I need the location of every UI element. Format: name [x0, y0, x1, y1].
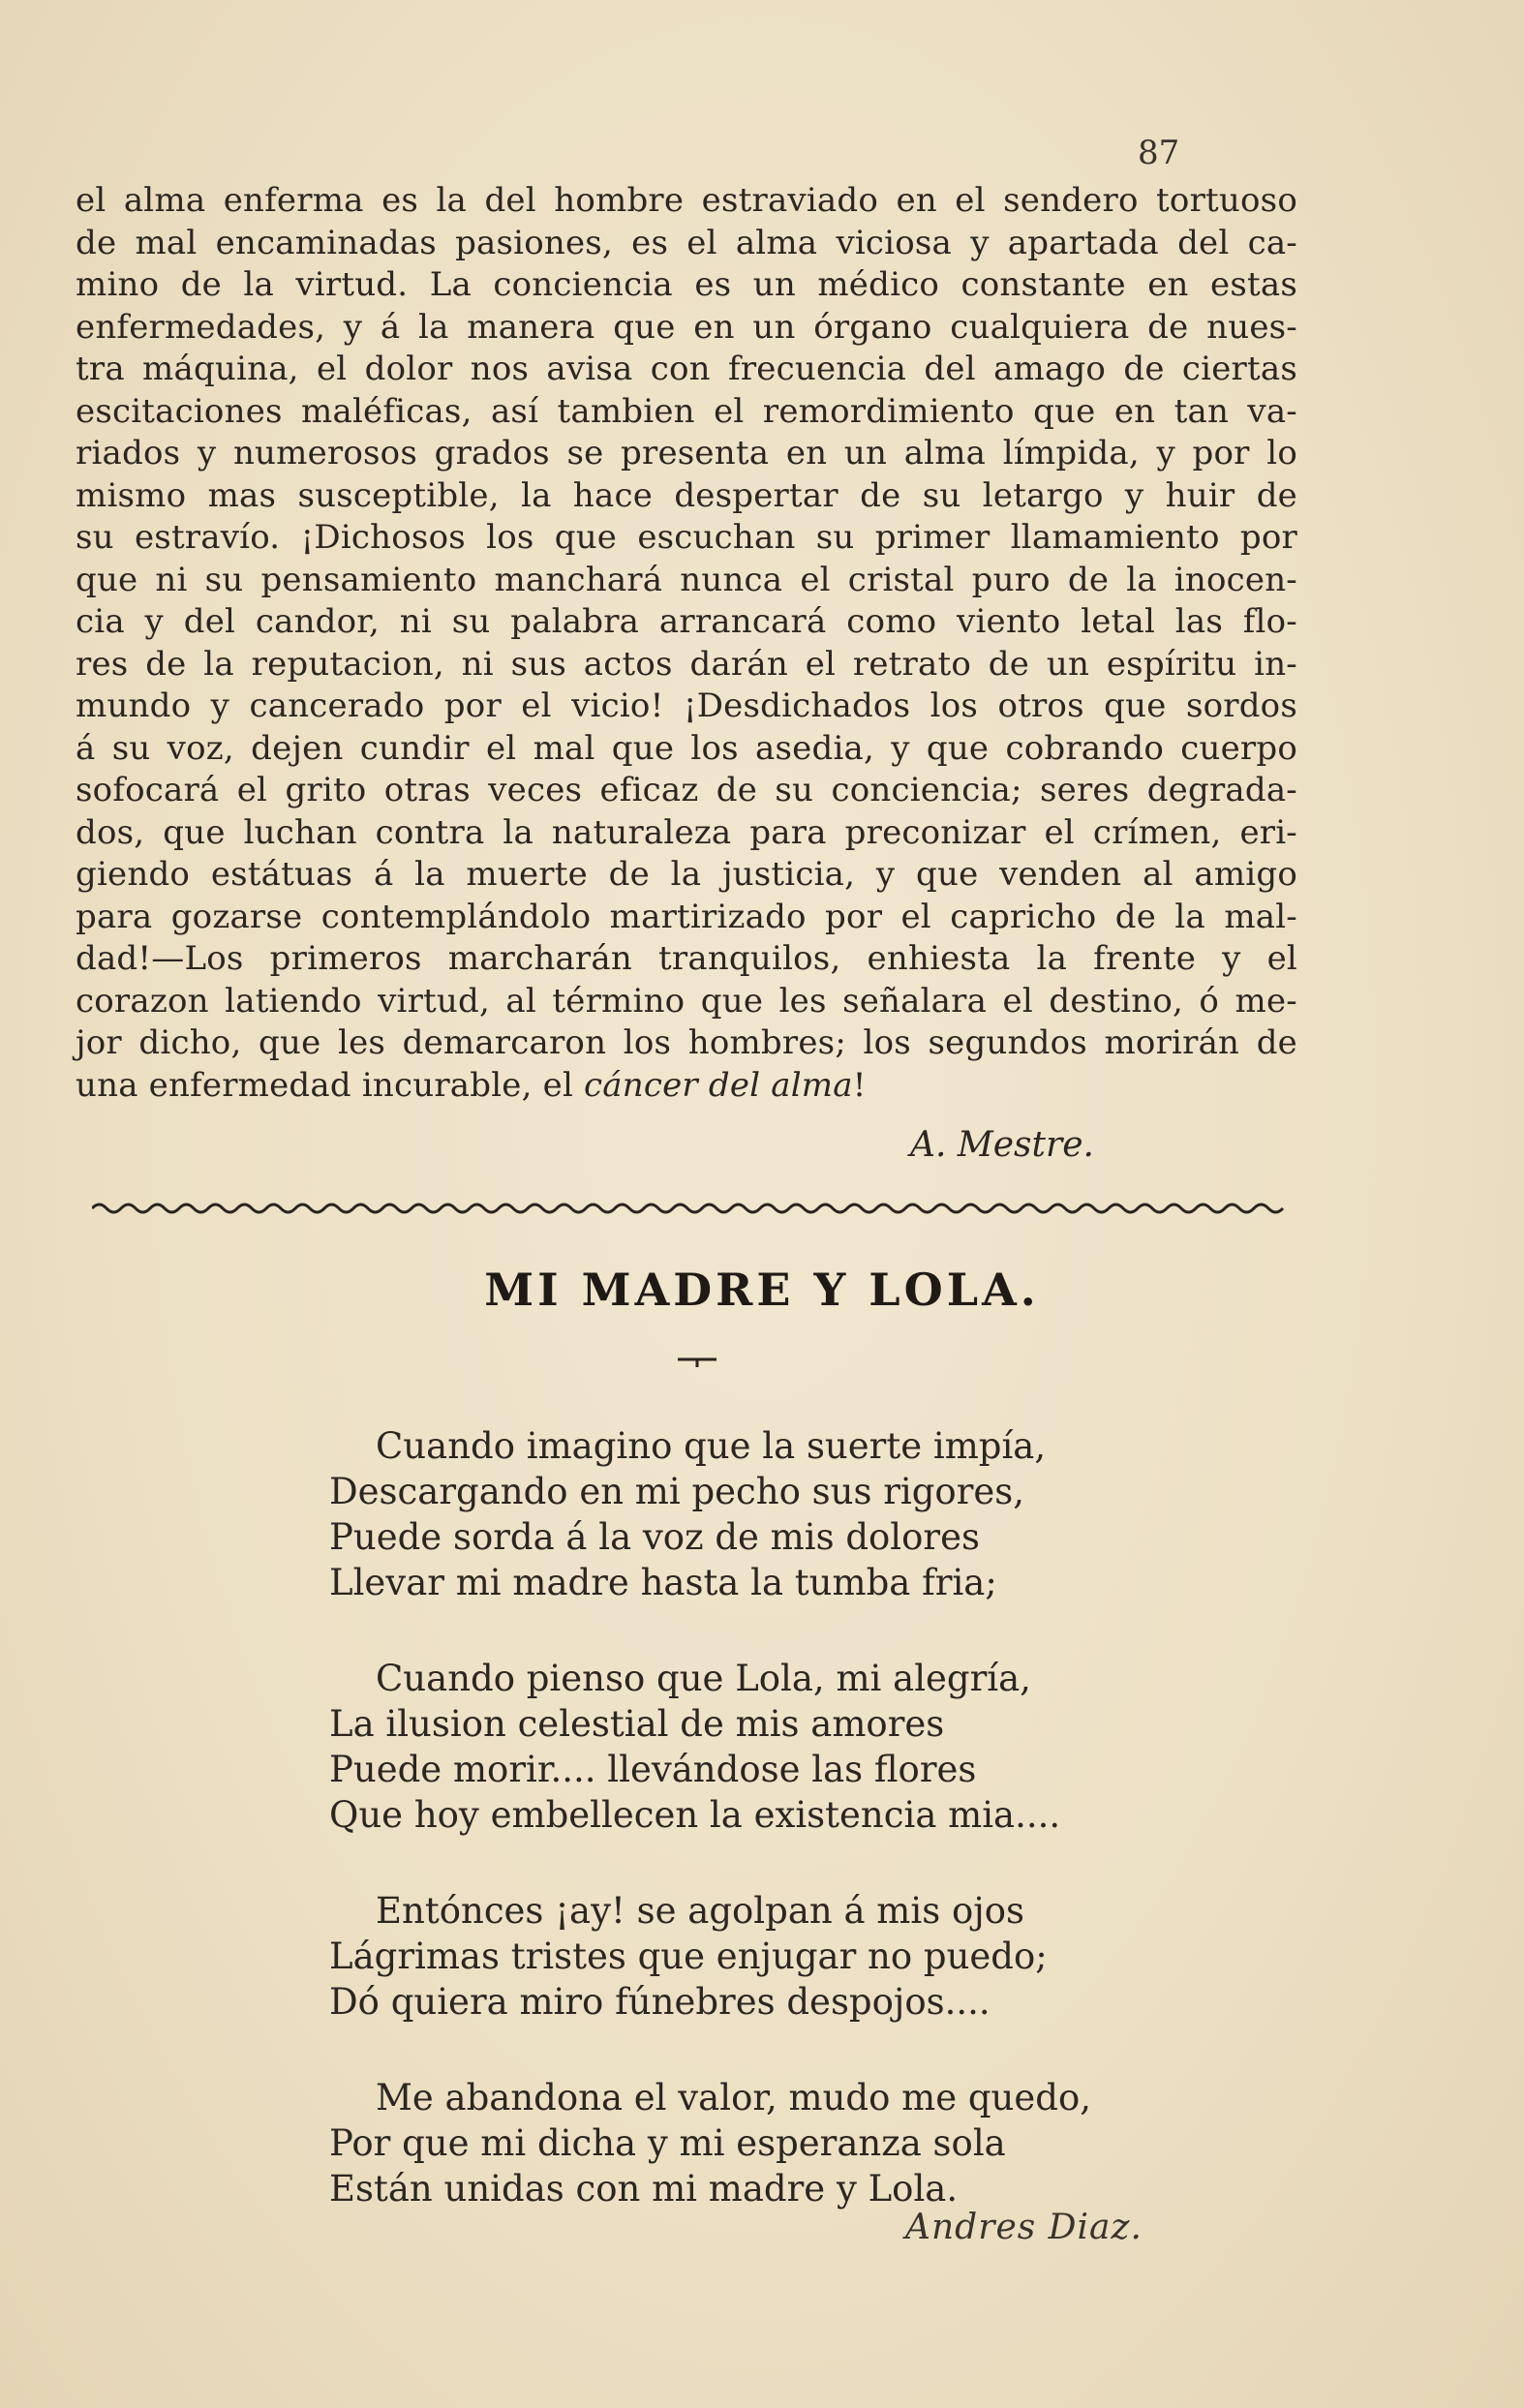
poem-body: [329, 1423, 1201, 2262]
prose-line: el alma enferma es la del hombre estraviado en el sendero tortuoso: [76, 181, 1297, 220]
prose-line: tra máquina, el dolor nos avisa con frecuencia del amago de ciertas: [76, 350, 1297, 388]
essay-text: [76, 180, 1297, 1107]
prose-line: mundo y cancerado por el vicio! ¡Desdichados los otros que sordos: [76, 686, 1297, 725]
prose-line: corazon latiendo virtud, al término que les señalara el destino, ó me-: [76, 981, 1297, 1021]
stanza: [329, 2075, 1201, 2211]
prose-line: cia y del candor, ni su palabra arrancará como viento letal las flo-: [76, 602, 1297, 641]
verse-line: Descargando en mi pecho sus rigores,: [329, 1471, 1025, 1512]
verse-line: Puede morir.... llevándose las flores: [329, 1749, 977, 1790]
prose-line: que ni su pensamiento manchará nunca el cristal puro de la inocen-: [76, 560, 1297, 599]
prose-line-end: !: [852, 1065, 867, 1105]
verse-line: Me abandona el valor, mudo me quedo,: [376, 2077, 1092, 2118]
stanza: [329, 1423, 1201, 1605]
prose-line: enfermedades, y á la manera que en un órgano cualquiera de nues-: [76, 307, 1297, 347]
stanza: [329, 1888, 1201, 2025]
prose-line-start: una enfermedad incurable, el: [76, 1065, 585, 1105]
prose-line: riados y numerosos grados se presenta en un alma límpida, y por lo: [76, 434, 1297, 472]
verse-line: Cuando pienso que Lola, mi alegría,: [376, 1658, 1031, 1699]
prose-last-line: [76, 1065, 1297, 1108]
prose-line: de mal encaminadas pasiones, es el alma viciosa y apartada del ca-: [76, 223, 1297, 262]
verse-line: Por que mi dicha y mi esperanza sola: [329, 2122, 1006, 2164]
stanza: [329, 1656, 1201, 1838]
verse-line: Dó quiera miro fúnebres despojos....: [329, 1981, 991, 2023]
page-number: 87: [1138, 134, 1180, 172]
verse-line: La ilusion celestial de mis amores: [329, 1703, 945, 1745]
verse-line: Lágrimas tristes que enjugar no puedo;: [329, 1936, 1048, 1977]
prose-line: su estravío. ¡Dichosos los que escuchan su primer llamamiento por: [76, 518, 1297, 557]
prose-line: escitaciones maléficas, así tambien el remordimiento que en tan va-: [76, 391, 1297, 431]
author-signature-diaz: Andres Diaz.: [905, 2208, 1143, 2247]
prose-line: á su voz, dejen cundir el mal que los asedia, y que cobrando cuerpo: [76, 728, 1297, 768]
prose-line: para gozarse contemplándolo martirizado por el capricho de la mal-: [76, 897, 1297, 936]
verse-line: Llevar mi madre hasta la tumba fria;: [329, 1562, 997, 1603]
title-dash-ornament: [678, 1356, 716, 1369]
prose-line: dad!—Los primeros marcharán tranquilos, enhiesta la frente y el: [76, 939, 1297, 978]
prose-line: giendo estátuas á la muerte de la justicia, y que venden al amigo: [76, 855, 1297, 894]
verse-line: Entónces ¡ay! se agolpan á mis ojos: [376, 1890, 1024, 1932]
wavy-rule-divider: [92, 1201, 1293, 1220]
verse-line: Están unidas con mi madre y Lola.: [329, 2168, 959, 2210]
prose-line: jor dicho, que les demarcaron los hombres; los segundos morirán de: [76, 1023, 1297, 1062]
prose-line: dos, que luchan contra la naturaleza para preconizar el crímen, eri-: [76, 812, 1297, 852]
prose-line: mino de la virtud. La conciencia es un médico constante en estas: [76, 265, 1297, 304]
poem-title: MI MADRE Y LOLA.: [484, 1264, 1040, 1316]
author-signature-mestre: A. Mestre.: [910, 1125, 1094, 1165]
prose-line: sofocará el grito otras veces eficaz de su conciencia; seres degrada-: [76, 771, 1297, 809]
prose-line: mismo mas susceptible, la hace despertar de su letargo y huir de: [76, 475, 1297, 515]
verse-line: Cuando imagino que la suerte impía,: [376, 1425, 1047, 1467]
italic-phrase: cáncer del alma: [584, 1065, 853, 1105]
prose-line: res de la reputacion, ni sus actos darán el retrato de un espíritu in-: [76, 644, 1297, 684]
verse-line: Que hoy embellecen la existencia mia....: [329, 1794, 1061, 1836]
verse-line: Puede sorda á la voz de mis dolores: [329, 1516, 980, 1558]
